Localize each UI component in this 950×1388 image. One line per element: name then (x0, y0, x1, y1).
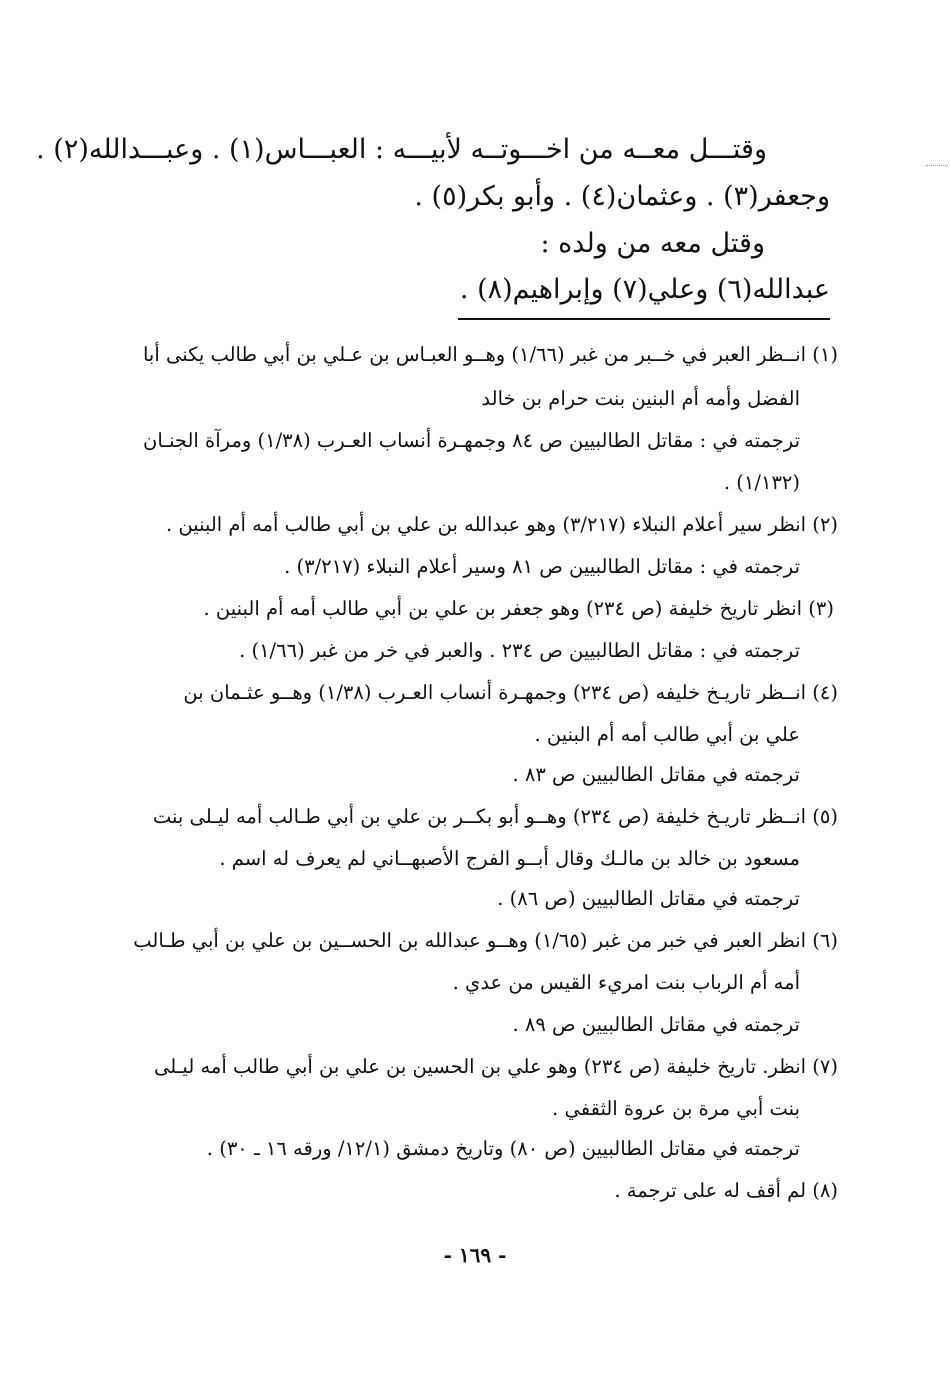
main-text-line-1: وقتـــل معــه من اخـــوتــه لأبيـــه : العبـــاس(١) . وعبـــدالله(٢) . (36, 134, 767, 165)
footnote-7-line-3: ترجمته في مقاتل الطالبيين (ص ٨٠) وتاريخ دمشق (١٢/١/ ورقه ١٦ ـ ٣٠) . (206, 1137, 800, 1160)
footnote-6-line-1: (٦) انظر العبر في خبر من غبر (١/٦٥) وهــو عبدالله بن الحســين بن علي بن أبي طـالب (133, 929, 838, 952)
footnote-5-line-3: ترجمته في مقاتل الطالبيين (ص ٨٦) . (497, 887, 800, 910)
footnote-1-line-4: (١/١٣٢) . (723, 471, 800, 494)
footnote-4-line-1: (٤) انــظر تاريـخ خليفه (ص ٢٣٤) وجمهـرة أنساب العـرب (١/٣٨) وهــو عثـمان بن (183, 681, 838, 704)
main-text-line-4: عبدالله(٦) وعلي(٧) وإبراهيم(٨) . (459, 274, 830, 305)
footnote-5-line-1: (٥) انــظر تاريـخ خليفة (ص ٢٣٤) وهــو أبو بكــر بن علي بن أبي طـالب أمه ليـلى بنت (152, 805, 838, 828)
footnote-2-line-1: (٢) انظر سير أعلام النبلاء (٣/٢١٧) وهو عبدالله بن علي بن أبي طالب أمه أم البنين . (165, 513, 838, 536)
footnote-5-line-2: مسعود بن خالد بن مالـك وقال أبــو الفرج الأصبهــاني لم يعرف له اسم . (219, 847, 800, 870)
footnote-6-line-3: ترجمته في مقاتل الطالبيين ص ٨٩ . (512, 1013, 800, 1036)
footnote-4-line-3: ترجمته في مقاتل الطالبيين ص ٨٣ . (512, 763, 800, 786)
page-number: - ١٦٩ - (443, 1243, 507, 1267)
footnote-1-line-2: الفضل وأمه أم البنين بنت حرام بن خالد (481, 387, 800, 410)
footnote-3-line-1: (٣) انظر تاريخ خليفة (ص ٢٣٤) وهو جعفر بن علي بن أبي طالب أمه أم البنين . (203, 597, 834, 620)
footnote-2-line-2: ترجمته في : مقاتل الطالبيين ص ٨١ وسير أعلام النبلاء (٣/٢١٧) . (284, 555, 800, 578)
footnote-3-line-2: ترجمته في : مقاتل الطالبيين ص ٢٣٤ . والعبر في خر من غبر (١/٦٦) . (239, 639, 800, 662)
main-text-line-2: وجعفر(٣) . وعثمان(٤) . وأبو بكر(٥) . (414, 181, 830, 212)
footnote-6-line-2: أمه أم الرباب بنت امريء القيس من عدي . (452, 971, 800, 994)
main-text-line-3: وقتل معه من ولده : (540, 228, 765, 259)
footnote-7-line-2: بنت أبي مرة بن عروة الثقفي . (552, 1097, 800, 1120)
margin-dotted-mark (926, 165, 948, 166)
footnote-4-line-2: علي بن أبي طالب أمه أم البنين . (534, 723, 800, 746)
footnote-separator-rule (458, 318, 830, 320)
footnote-1-line-1: (١) انــظر العبر في خــبر من غبر (١/٦٦) وهــو العبـاس بن عـلي بن أبي طالب يكنى أبا (142, 343, 838, 366)
footnote-8-line-1: (٨) لم أقف له على ترجمة . (614, 1179, 838, 1202)
footnote-7-line-1: (٧) انظر. تاريخ خليفة (ص ٢٣٤) وهو علي بن الحسين بن علي بن أبي طالب أمه ليـلى (154, 1055, 838, 1078)
footnote-1-line-3: ترجمته في : مقاتل الطالبيين ص ٨٤ وجمهـرة أنساب العـرب (١/٣٨) ومرآة الجنـان (143, 429, 800, 452)
